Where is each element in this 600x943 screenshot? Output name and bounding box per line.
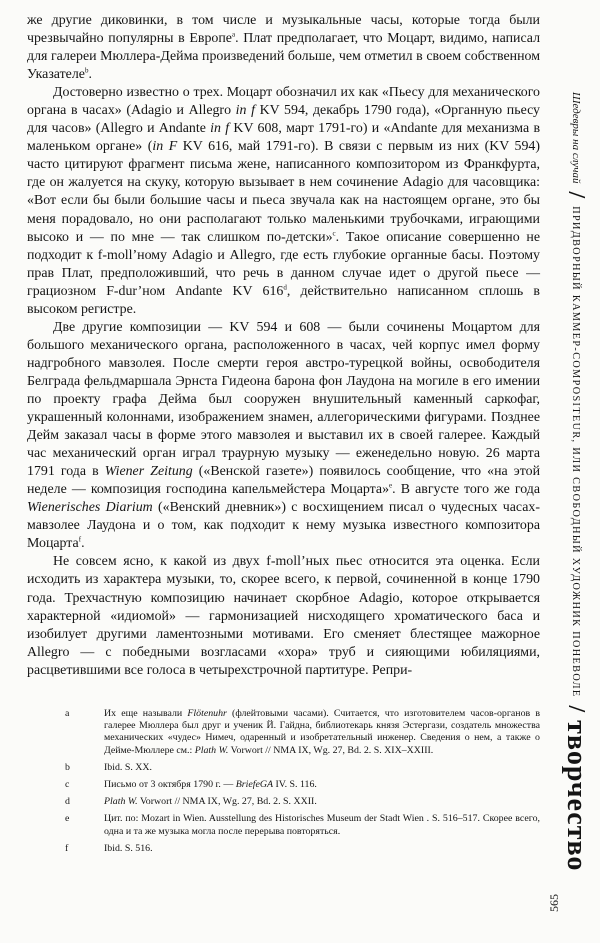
text-run: Письмо от 3 октября 1790 г. — xyxy=(104,779,236,791)
text-run: in f xyxy=(235,103,255,119)
footnotes xyxy=(27,708,540,860)
text-run: Достоверно известно о трех. Моцарт обозначил их как «Пьесу для механического органа в часах» (Adagio и Allegro xyxy=(27,85,540,119)
footnote xyxy=(27,762,540,774)
text-run: Plath W. xyxy=(194,744,229,756)
running-header xyxy=(556,92,596,932)
footnote-text xyxy=(104,708,540,757)
text-run: Их еще называли xyxy=(104,708,188,719)
part-title: творчество xyxy=(561,720,592,872)
text-run: («Венской газете») появилось сообщение, что «на этой неделе — композиция господина капельмейстера Моцарта» xyxy=(27,464,541,498)
footnote-ref[interactable]: b xyxy=(84,66,89,75)
footnote-label: a xyxy=(65,708,70,719)
divider-slash: / xyxy=(563,705,590,713)
text-run: KV 594, декабрь 1790 года), «Органную пьесу для часов» (Allegro и Andante xyxy=(27,103,541,137)
footnote xyxy=(27,796,540,808)
footnote-label: c xyxy=(65,779,70,791)
text-run: IV. S. 116. xyxy=(273,779,317,791)
page-number: 565 xyxy=(547,894,561,912)
text-run: Vorwort // NMA IX, Wg. 27, Bd. 2. S. XIX–XXIII. xyxy=(228,744,434,756)
text-run: KV 616, май 1791-го). В связи с первым из них (KV 594) часто цитируют фрагмент письма жене, написанного композитором из Франкфурта, где он жалуется на скуку, которую вызывает в нем сочинение Adagio для часовщика: «Вот если бы были большие часы и пьеса звучала как на настоящем органе, это бы меня порадовало, но они располагают только маленькими трубочками, играющими высоко и — по мне — так слишком по-детски» xyxy=(27,139,541,245)
footnote-text xyxy=(104,843,540,855)
text-run: . Плат предполагает, что Моцарт, видимо, написал для галереи Мюллера-Дейма произведений больше, чем отметил в своем собственном Указателе xyxy=(27,31,540,83)
footnote-label: d xyxy=(65,796,70,808)
footnote-label: e xyxy=(65,813,70,825)
text-run: Ibid. S. XX. xyxy=(104,761,153,773)
footnote-ref[interactable]: c xyxy=(332,228,336,237)
text-run: (флейтовыми часами). Считается, что изготовителем часов-органов в галерее Мюллера был друг и ученик Й. Гайдна, библиотекарь князя Эстергази, создатель множества механических «чудес» Нимеч, одаренный и изобретательный инженер. Сведения о нем, а также о Дейме-Мюллере см.: xyxy=(104,708,541,756)
footnote xyxy=(27,813,540,837)
section-title: Шедевры на случай xyxy=(570,92,582,184)
footnote-label: b xyxy=(65,761,70,773)
text-run: BriefeGA xyxy=(235,779,273,791)
footnote-text xyxy=(104,762,540,774)
footnote-label: f xyxy=(65,842,69,854)
text-run: Цит. по: Mozart in Wien. Ausstellung des Historisches Museum der Stadt Wien . S. 516–517. Скорее всего, одна и та же музыка могла после перерыва повторяться. xyxy=(104,813,540,837)
paragraph xyxy=(27,553,540,679)
text-run: Две другие композиции — KV 594 и 608 — были сочинены Моцартом для большого механического органа, расположенного в часах, чей корпус имел форму надгробного мавзолея. После смерти героя австро-турецкой войны, освободителя Белграда фельдмаршала Эрнста Гидеона барона фон Лаудона на могиле в его имении по проекту графа Дейма был сооружен внушительный каменный саркофаг, украшенный колоннами, изображением знамен, аллегорическими фигурами. Позднее Дейм заказал часы в форме этого мавзолея и выставил их в своей галерее. Каждый час механический орган играл траурную музыку — еженедельно новую. 26 марта 1791 года в xyxy=(27,319,540,480)
footnote xyxy=(27,843,540,855)
text-run: Wienerisches Diarium xyxy=(27,500,153,516)
paragraph xyxy=(27,12,540,84)
text-run: , действительно написанном сплошь в высоком регистре. xyxy=(27,283,540,317)
footnote-ref[interactable]: d xyxy=(283,283,287,292)
chapter-title: ПРИДВОРНЫЙ КАММЕР-COMPOSITEUR, ИЛИ СВОБОДНЫЙ ХУДОЖНИК ПОНЕВОЛЕ xyxy=(570,206,582,698)
footnote-ref[interactable]: a xyxy=(231,30,236,39)
text-run: Vorwort // NMA IX, Wg. 27, Bd. 2. S. XXII. xyxy=(137,796,317,808)
paragraph xyxy=(27,319,540,554)
text-run: Flötenuhr xyxy=(187,708,227,719)
text-run: . Такое описание совершенно не подходит к f-moll’ному Adagio и Allegro, где есть глубокие органные басы. Поэтому прав Плат, предположивший, что речь в данном случае идет о другой пьесе — грациозном F-dur’ном Andante KV 616 xyxy=(27,229,541,299)
main-text xyxy=(27,12,540,680)
text-run: Ibid. S. 516. xyxy=(104,842,153,854)
text-run: . xyxy=(88,67,92,83)
text-run: . В августе того же года xyxy=(392,482,540,498)
text-run: in f xyxy=(210,121,230,137)
footnote-text xyxy=(104,813,540,837)
text-run: («Венский дневник») с восхищением писал о чудесных часах-мавзолее Лаудона и о том, как подходит к нему музыка известного композитора Моцарта xyxy=(27,500,540,552)
text-run: же другие диковинки, в том числе и музыкальные часы, которые тогда были чрезвычайно популярны в Европе xyxy=(27,13,540,47)
text-run: Plath W. xyxy=(104,796,138,808)
paragraph xyxy=(27,84,540,319)
footnote xyxy=(27,779,540,791)
text-run: . xyxy=(81,536,85,552)
divider-slash: / xyxy=(563,191,590,199)
text-run: Wiener Zeitung xyxy=(104,464,193,480)
footnote-ref[interactable]: e xyxy=(389,481,393,490)
text-run: in F xyxy=(152,139,178,155)
text-run: KV 608, март 1791-го) и «Andante для механизма в маленьком органе» ( xyxy=(27,121,541,155)
footnote xyxy=(27,708,540,757)
footnote-text xyxy=(104,796,540,808)
footnote-ref[interactable]: f xyxy=(78,535,82,544)
footnote-text xyxy=(104,779,540,791)
text-run: Не совсем ясно, к какой из двух f-moll’ных пьес относится эта оценка. Если исходить из характера музыки, то, скорее всего, к первой, сочиненной в конце 1790 года. Трехчастную композицию начинает скорбное Adagio, которое открывается характерной «идиомой» — гармонизацией нисходящего хроматического баса и изобилует другими ламентозными мотивами. Его сменяет блестящее мажорное Allegro — с победными возгласами «хора» труб и сияющими юбиляциями, расцветившими все голоса в четырехстрочной партитуре. Репри- xyxy=(27,554,540,678)
